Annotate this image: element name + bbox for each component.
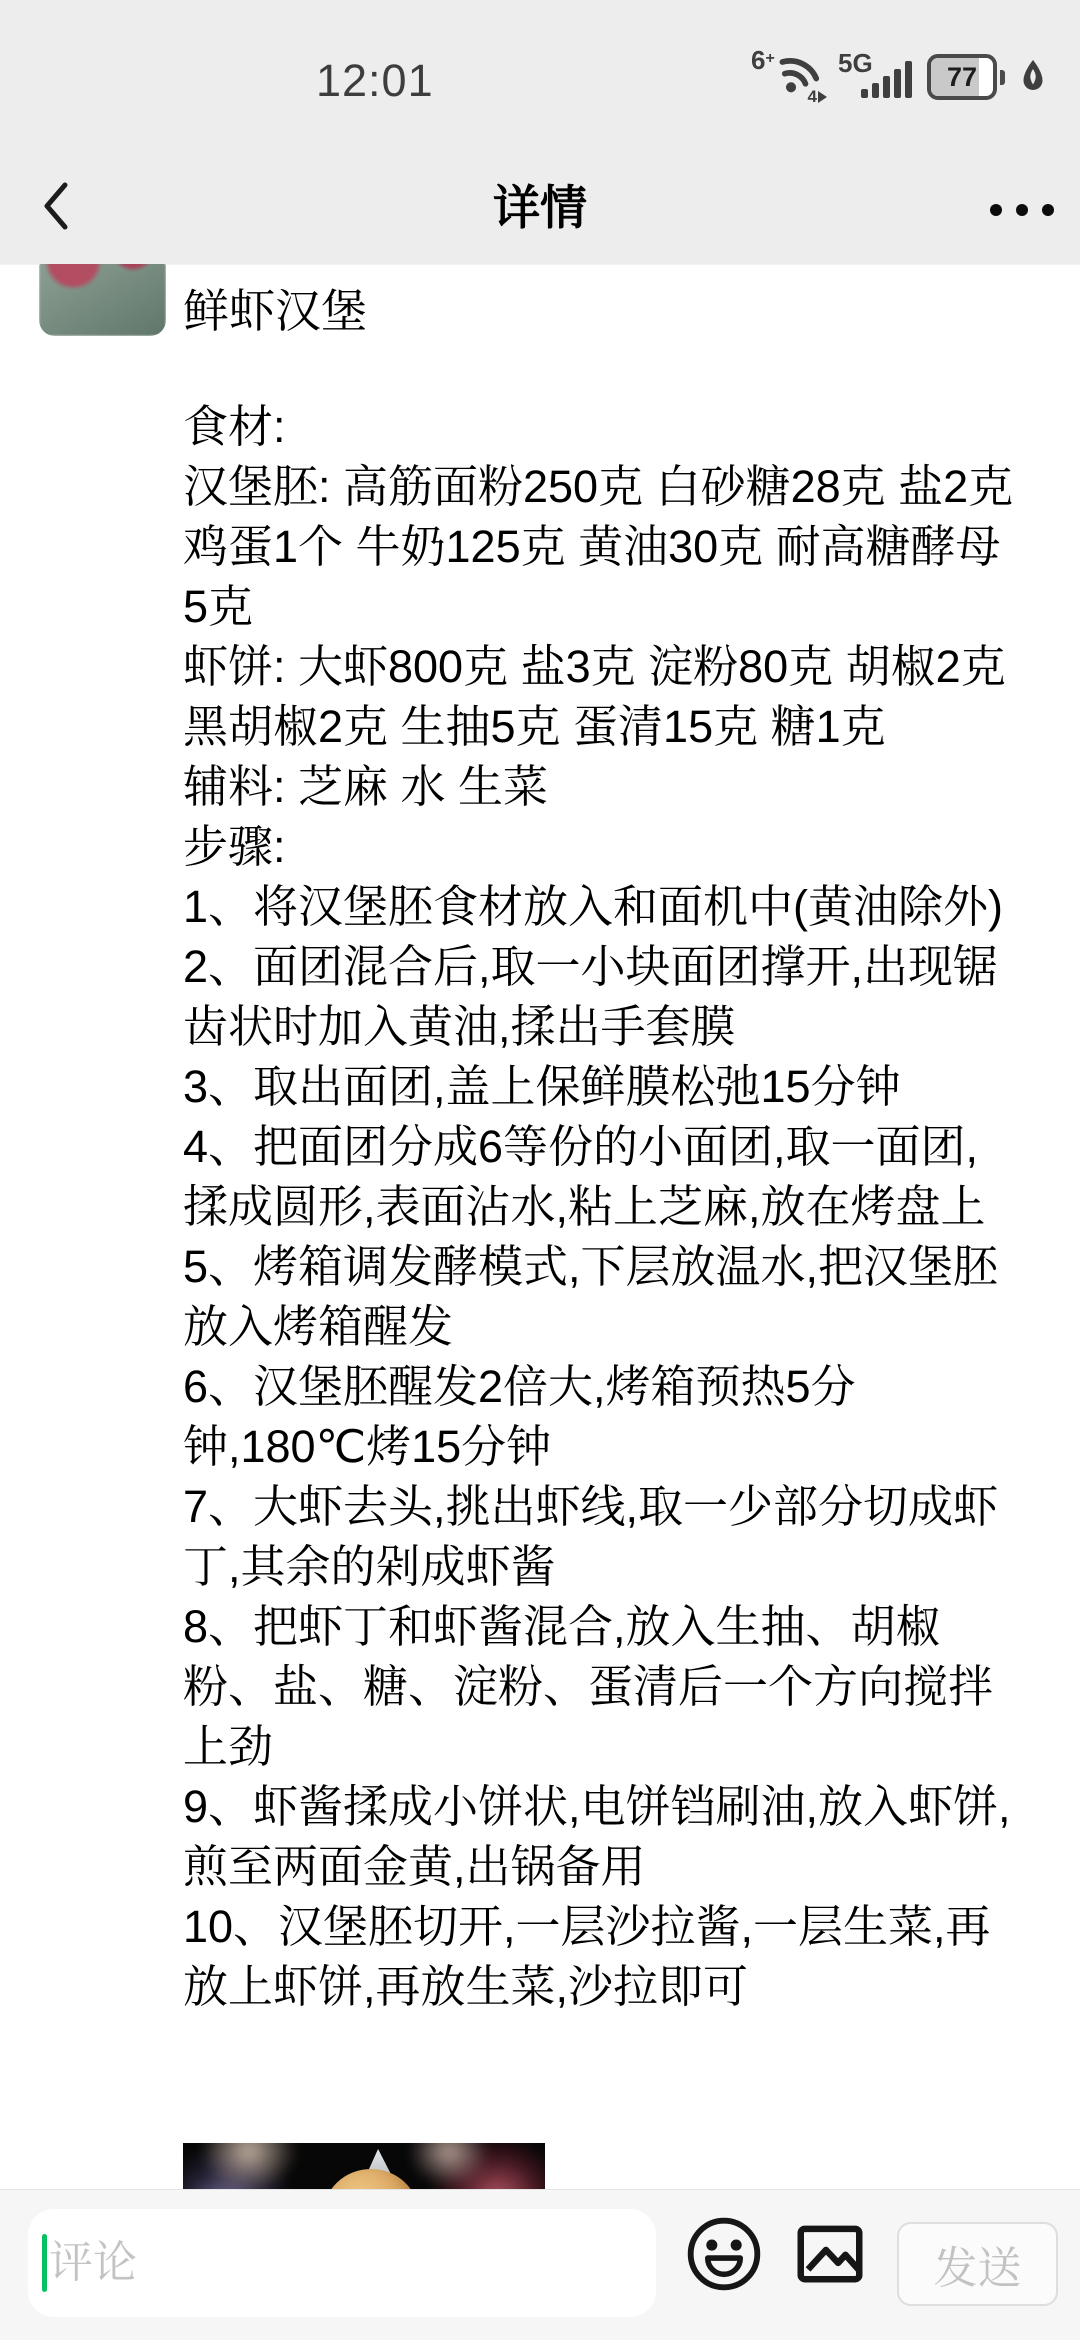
recipe-paragraph: 食材: [183,401,286,452]
text-cursor [42,2234,47,2292]
status-time: 12:01 [316,55,434,106]
author-avatar[interactable] [39,264,166,336]
comment-bar [0,2189,1080,2340]
battery-percent: 77 [946,61,978,92]
recipe-paragraph: 1、将汉堡胚食材放入和面机中(黄油除外) [183,881,1003,932]
signal-bars-icon [861,61,912,98]
comment-input-box[interactable] [28,2209,656,2317]
recipe-paragraph: 虾饼: 大虾800克 盐3克 淀粉80克 胡椒2克 黑胡椒2克 生抽5克 蛋清15克 糖1克 [183,641,1019,752]
dot-icon [990,204,1002,216]
top-chrome [0,0,1080,264]
battery-cap [1000,70,1005,85]
recipe-paragraph: 10、汉堡胚切开,一层沙拉酱,一层生菜,再放上虾饼,再放生菜,沙拉即可 [183,1901,991,2012]
attach-image-button[interactable] [790,2214,870,2294]
recipe-paragraph: 辅料: 芝麻 水 生菜 [183,761,549,812]
send-button[interactable]: 发送 [897,2222,1058,2306]
page-title: 详情 [493,181,587,234]
recipe-paragraph: 2、面团混合后,取一小块面团撑开,出现锯齿状时加入黄油,揉出手套膜 [183,941,999,1052]
recipe-paragraph: 3、取出面团,盖上保鲜膜松弛15分钟 [183,1061,901,1112]
network-type-label: 5G [838,48,873,78]
recipe-text [183,397,1039,2017]
recipe-paragraph: 步骤: [183,821,286,872]
smiley-icon [685,2215,763,2293]
dot-icon [1016,204,1028,216]
wifi-speed-indicator: 4 [808,88,827,105]
recipe-paragraph: 4、把面团分成6等份的小面团,取一面团,揉成圆形,表面沾水,粘上芝麻,放在烤盘上 [183,1121,986,1232]
recipe-paragraph: 7、大虾去头,挑出虾线,取一少部分切成虾丁,其余的剁成虾酱 [183,1481,999,1592]
more-options-button[interactable] [986,200,1058,220]
battery-body [927,54,997,100]
dot-icon [1042,204,1054,216]
recipe-paragraph: 5、烤箱调发酵模式,下层放温水,把汉堡胚放入烤箱醒发 [183,1241,999,1352]
recipe-paragraph: 8、把虾丁和虾酱混合,放入生抽、胡椒粉、盐、糖、淀粉、蛋清后一个方向搅拌上劲 [183,1601,994,1772]
post-title: 鲜虾汉堡 [183,285,367,337]
recipe-paragraph: 汉堡胚: 高筋面粉250克 白砂糖28克 盐2克 鸡蛋1个 牛奶125克 黄油30克 耐高糖酵母5克 [183,461,1039,632]
performance-flame-icon [1020,58,1046,96]
wifi6-label: 6+ [751,45,775,75]
battery-icon [927,50,1005,104]
emoji-button[interactable] [684,2214,764,2294]
status-icons [751,45,1046,106]
avatar-image [39,264,166,336]
wifi-icon [751,45,823,106]
recipe-paragraph: 9、虾酱揉成小饼状,电饼铛刷油,放入虾饼,煎至两面金黄,出锅备用 [183,1781,1011,1892]
picture-icon [791,2215,869,2293]
cellular-signal-icon [838,50,912,104]
comment-input[interactable] [49,2238,636,2288]
recipe-paragraph: 6、汉堡胚醒发2倍大,烤箱预热5分钟,180℃烤15分钟 [183,1361,856,1472]
